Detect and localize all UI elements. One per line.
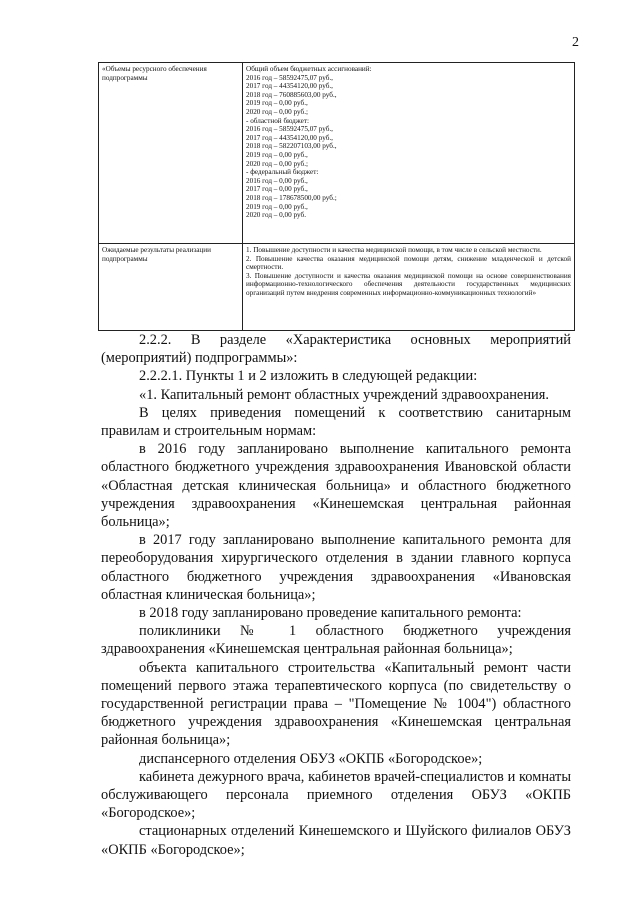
- paragraph: в 2018 году запланировано проведение капитального ремонта:: [139, 605, 522, 622]
- document-body: [101, 331, 571, 859]
- result-item: 3. Повышение доступности и качества оказания медицинской помощи на основе совершенствования информационно-технологического обеспечения деятельности государственных медицинских организаций путем внедрения современных информационно-коммуникационных технологий»: [246, 271, 571, 297]
- funding-line: Общий объем бюджетных ассигнований:: [246, 65, 372, 73]
- paragraph: «1. Капитальный ремонт областных учреждений здравоохранения.: [139, 386, 549, 403]
- funding-line: 2018 год – 178678500,00 руб.;: [246, 193, 337, 202]
- funding-line: 2019 год – 0,00 руб.,: [246, 99, 308, 108]
- paragraph: диспансерного отделения ОБУЗ «ОКПБ «Богородское»;: [139, 750, 483, 767]
- funding-line: - федеральный бюджет:: [246, 168, 319, 177]
- funding-line: 2018 год – 760885603,00 руб.,: [246, 90, 337, 99]
- paragraph: объекта капитального строительства «Капитальный ремонт части помещений первого этажа терапевтического корпуса (по свидетельству о государственной регистрации права – "Помещение № 1004") областного бюджетного учреждения здравоохранения «Кинешемская центральная районная больница»;: [101, 659, 571, 749]
- funding-line: 2018 год – 582207103,00 руб.,: [246, 142, 337, 151]
- paragraph: в 2017 году запланировано выполнение капитального ремонта для переоборудования хирургического отделения в здании главного корпуса областного бюджетного учреждения здравоохранения «Ивановская областная клиническая больница»;: [101, 532, 571, 603]
- subprogram-passport-table: [98, 62, 575, 331]
- funding-line: 2019 год – 0,00 руб.,: [246, 150, 308, 159]
- paragraph: кабинета дежурного врача, кабинетов врачей-специалистов и комнаты обслуживающего персонала приемного отделения ОБУЗ «ОКПБ «Богородское»;: [101, 768, 571, 822]
- paragraph: 2.2.2.1. Пункты 1 и 2 изложить в следующей редакции:: [139, 368, 478, 385]
- row-label: «Объемы ресурсного обеспечения подпрограммы: [99, 63, 243, 244]
- paragraph: 2.2.2. В разделе «Характеристика основных мероприятий (мероприятий) подпрограммы»:: [101, 332, 571, 367]
- result-item: 2. Повышение качества оказания медицинской помощи детям, снижение младенческой и детской смертности.: [246, 254, 571, 272]
- paragraph: в 2016 году запланировано выполнение капитального ремонта областного бюджетного учреждения здравоохранения Ивановской области «Областная детская клиническая больница» и областного бюджетного учреждения здравоохранения «Кинешемская центральная районная больница»;: [101, 441, 571, 531]
- funding-line: 2016 год – 58592475,07 руб.,: [246, 125, 333, 134]
- funding-line: 2017 год – 44354120,00 руб.,: [246, 82, 333, 91]
- results-cell: [243, 244, 575, 331]
- funding-line: 2017 год – 0,00 руб.,: [246, 185, 308, 194]
- result-item: 1. Повышение доступности и качества медицинской помощи, в том числе в сельской местности.: [246, 246, 542, 254]
- funding-line: 2020 год – 0,00 руб.;: [246, 107, 308, 116]
- funding-line: 2020 год – 0,00 руб.;: [246, 159, 308, 168]
- funding-line: 2017 год – 44354120,00 руб.,: [246, 133, 333, 142]
- funding-line: 2019 год – 0,00 руб.,: [246, 202, 308, 211]
- paragraph: поликлиники № 1 областного бюджетного учреждения здравоохранения «Кинешемская центральная районная больница»;: [101, 623, 571, 658]
- funding-cell: [243, 63, 575, 244]
- funding-line: 2020 год – 0,00 руб.: [246, 211, 306, 220]
- page-number: 2: [572, 35, 579, 50]
- paragraph: В целях приведения помещений к соответствию санитарным правилам и строительным нормам:: [101, 404, 571, 440]
- funding-line: - областной бюджет:: [246, 116, 309, 125]
- row-label: Ожидаемые результаты реализации подпрограммы: [99, 244, 243, 331]
- paragraph: стационарных отделений Кинешемского и Шуйского филиалов ОБУЗ «ОКПБ «Богородское»;: [101, 823, 571, 858]
- table-row: [99, 244, 575, 331]
- table-row: [99, 63, 575, 244]
- funding-line: 2016 год – 58592475,07 руб.,: [246, 73, 333, 82]
- funding-line: 2016 год – 0,00 руб.,: [246, 176, 308, 185]
